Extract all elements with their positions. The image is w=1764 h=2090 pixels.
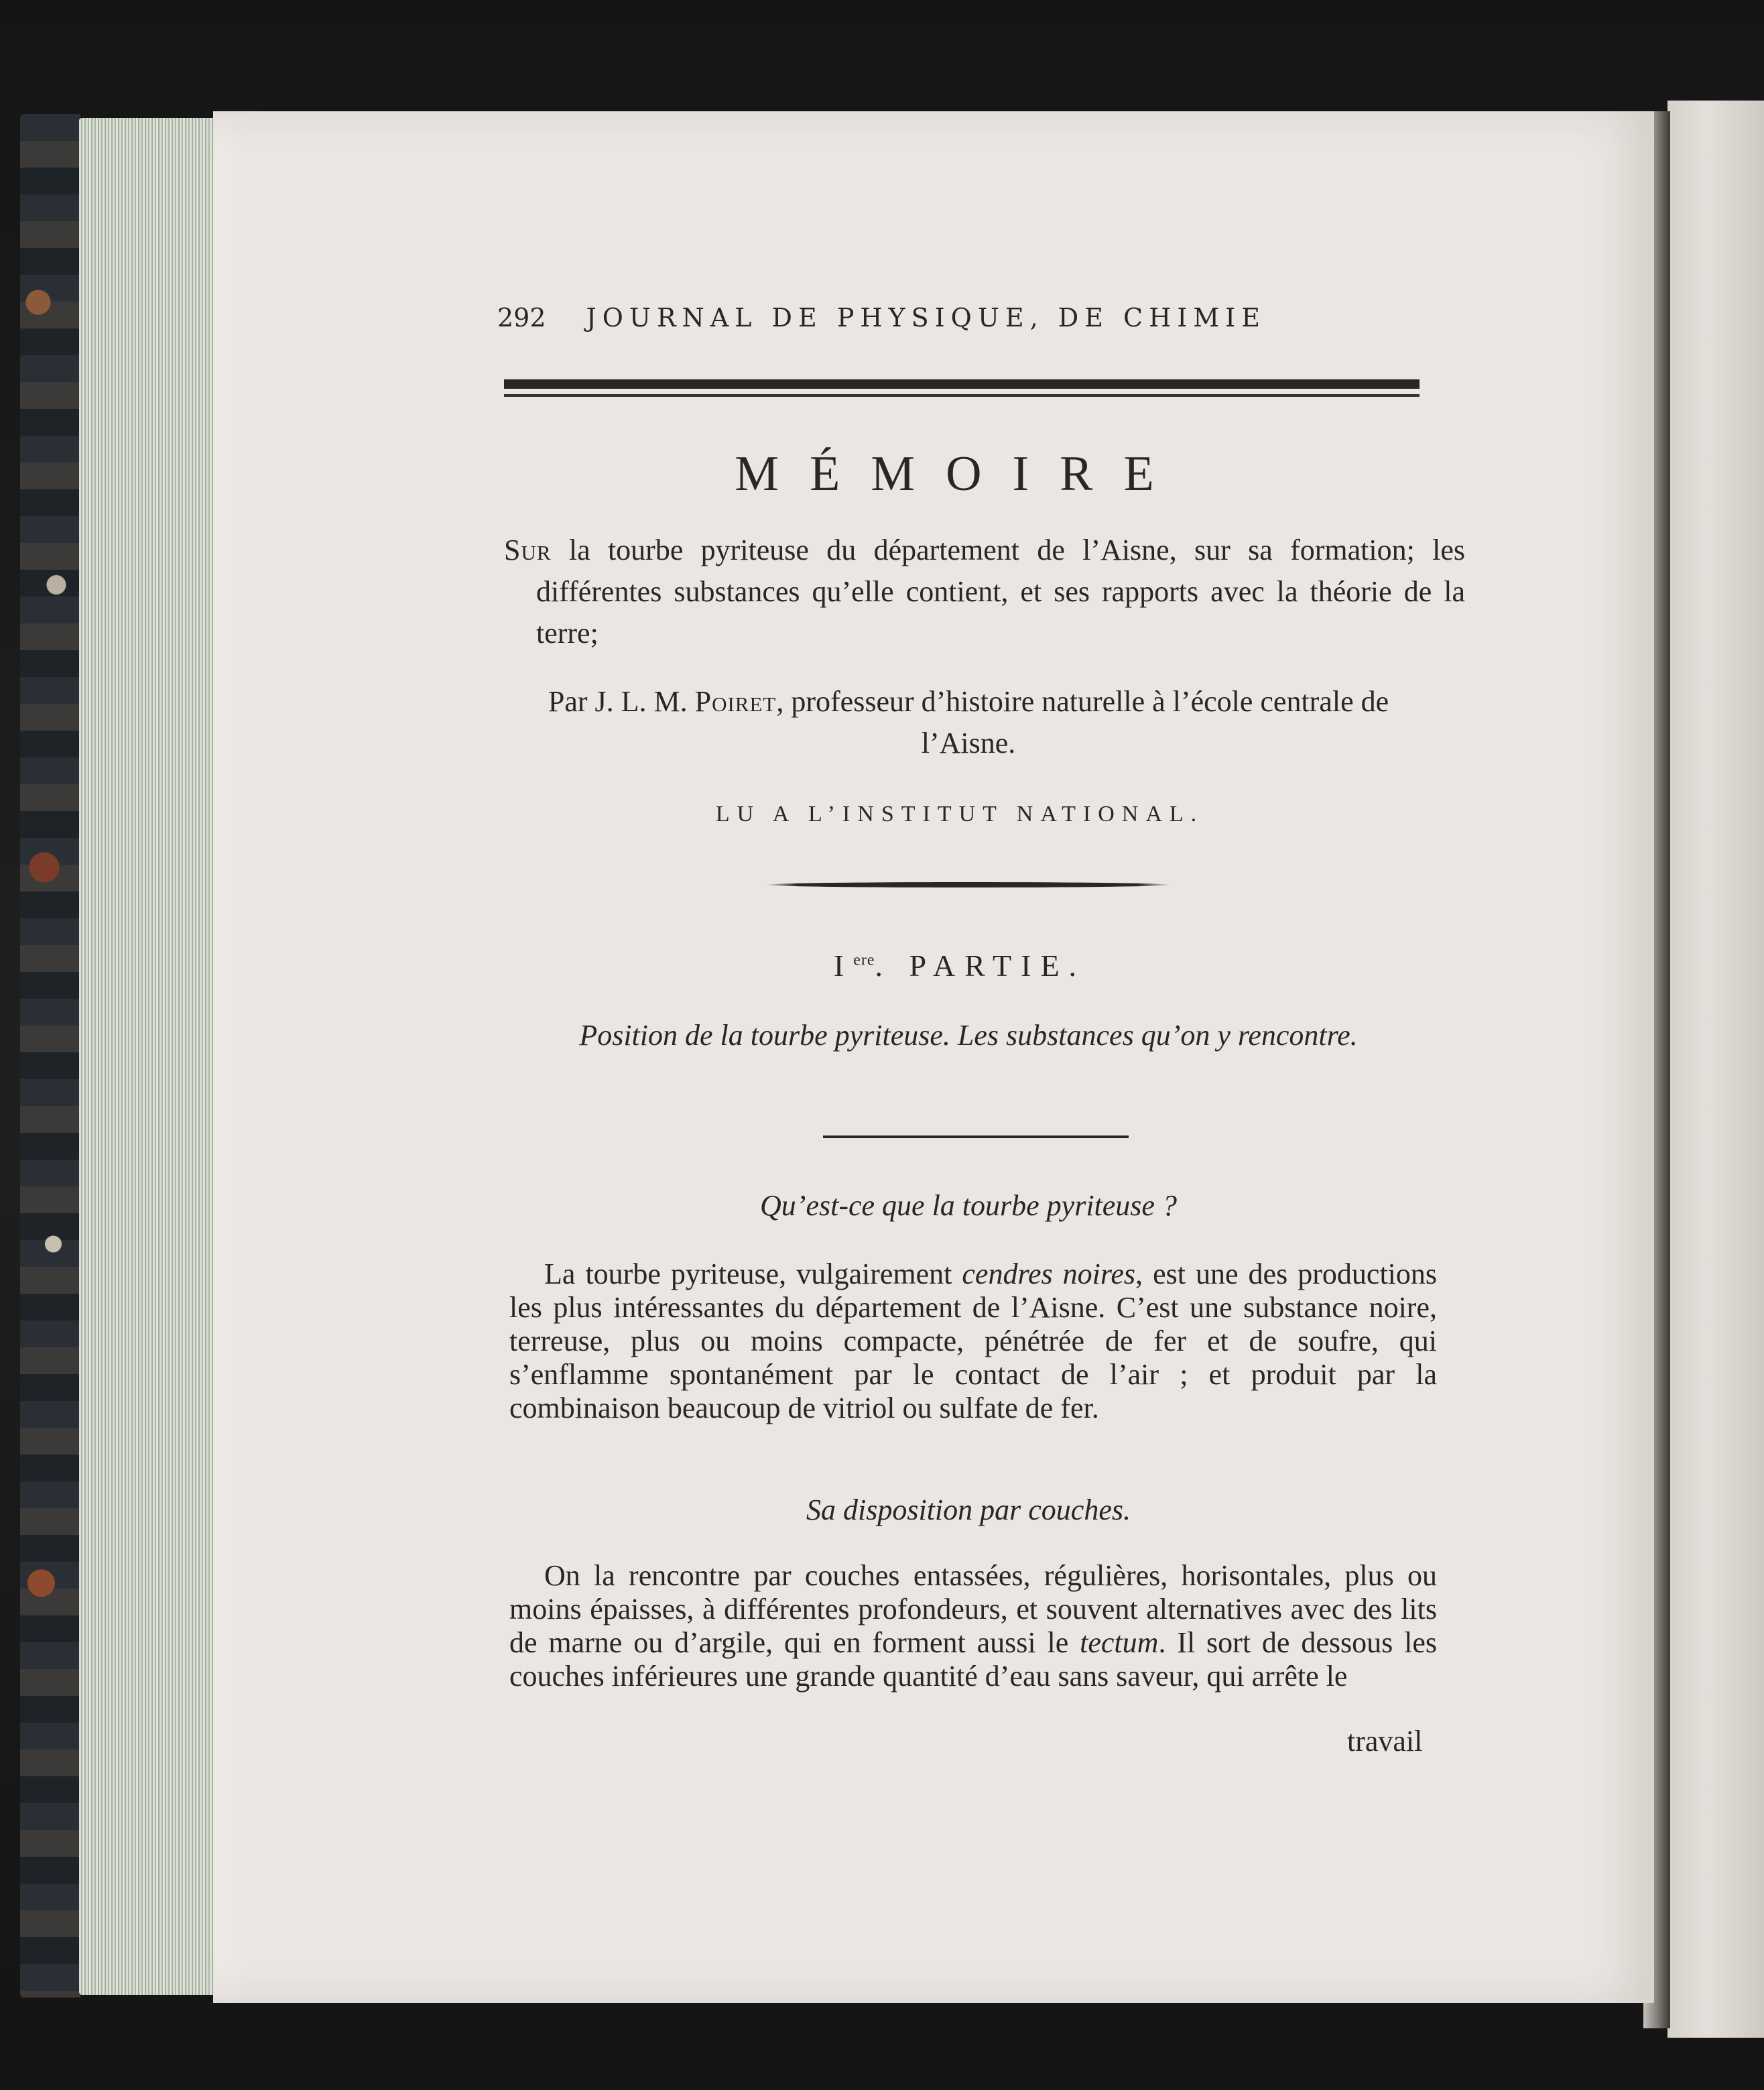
catchword: travail — [1347, 1725, 1423, 1758]
header-rule-thin — [504, 394, 1420, 397]
paragraph-2-text-a: On la rencontre par couches entassées, régulières, horisontales, plus ou moins épaisses, à différentes profondeurs, et souvent alternatives avec des lits de marne ou d’argile, qui en forment aussi le — [509, 1559, 1437, 1659]
paragraph-1-text-a: La tourbe pyriteuse, vulgairement — [544, 1257, 962, 1290]
paragraph-1-emphasis: cendres noires — [962, 1257, 1136, 1290]
ornamental-rule — [765, 882, 1170, 887]
subtitle-lead: Sur — [504, 534, 552, 566]
section-paragraph-1 — [509, 1257, 1437, 1425]
section-heading-2: Sa disposition par couches. — [806, 1493, 1131, 1526]
marbled-edge — [20, 114, 80, 1997]
read-note: LU A L’INSTITUT NATIONAL. — [715, 802, 1204, 826]
running-title: JOURNAL DE PHYSIQUE, DE CHIMIE — [586, 303, 1266, 332]
part-label: . PARTIE. — [875, 948, 1086, 983]
paragraph-2-emphasis: tectum — [1080, 1626, 1159, 1659]
memoir-title: MÉMOIRE — [735, 446, 1185, 501]
paragraph-2-text-b: . Il sort de dessous les couches inférieures une grande quantité d’eau sans saveur, qui arrête le — [509, 1626, 1437, 1693]
page-number: 292 — [497, 303, 546, 332]
part-subtitle: Position de la tourbe pyriteuse. Les substances qu’on y rencontre. — [579, 1019, 1358, 1052]
paragraph-1-text-b: , est une des productions les plus intéressantes du département de l’Aisne. C’est une substance noire, terreuse, plus ou moins compacte, pénétrée de fer et de soufre, qui s’enflamme spontanément par le contact de l’air ; et produit par la combinaison beaucoup de vitriol ou sulfate de fer. — [509, 1257, 1438, 1424]
page-stack-edge — [79, 118, 216, 1995]
header-rule-thick — [504, 379, 1420, 389]
running-header — [497, 303, 1342, 332]
subtitle-text: la tourbe pyriteuse du département de l’Aisne, sur sa formation; les différentes substances qu’elle contient, et ses rapports avec la théorie de la terre; — [536, 534, 1466, 650]
byline-prefix: Par J. L. M. — [548, 685, 688, 718]
section-rule — [823, 1135, 1129, 1138]
part-number: I — [833, 948, 854, 983]
part-heading — [497, 948, 1422, 983]
author-name: Poiret — [694, 685, 777, 718]
byline-rest: , professeur d’histoire naturelle à l’école centrale de l’Aisne. — [776, 685, 1389, 759]
part-suffix: ere — [853, 951, 875, 969]
section-heading-1: Qu’est-ce que la tourbe pyriteuse ? — [760, 1189, 1177, 1222]
section-paragraph-2 — [509, 1559, 1437, 1693]
memoir-subtitle — [504, 530, 1465, 654]
facing-page — [1667, 101, 1764, 2038]
author-byline — [504, 681, 1433, 764]
